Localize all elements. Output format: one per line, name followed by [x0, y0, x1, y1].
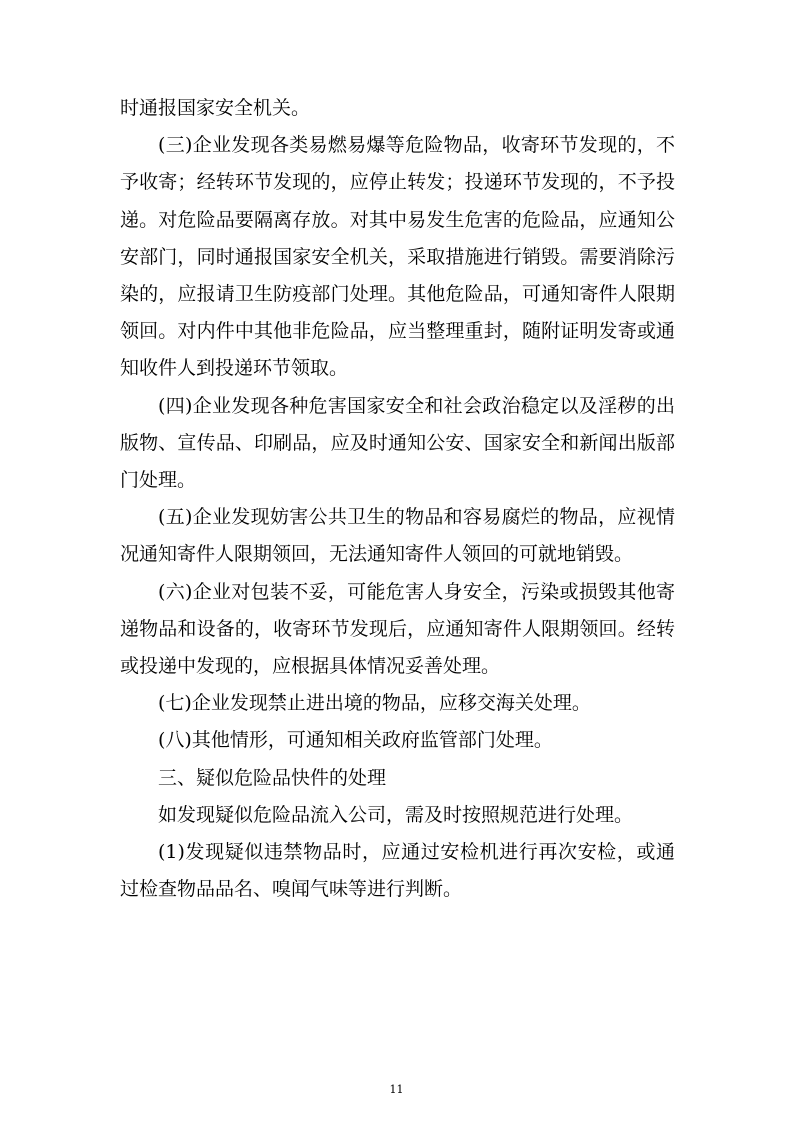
- paragraph-item-3-dangerous-goods: (三)企业发现各类易燃易爆等危险物品，收寄环节发现的，不予收寄；经转环节发现的，应停止转发；投递环节发现的，不予投递。对危险品要隔离存放。对其中易发生危害的危险品，应通知公安部门，同时通报国家安全机关，采取措施进行销毁。需要消除污染的，应报请卫生防疫部门处理。其他危险品，可通知寄件人限期领回。对内件中其他非危险品，应当整理重封，随附证明发寄或通知收件人到投递环节领取。: [120, 134, 675, 380]
- paragraph-item-5-public-health: (五)企业发现妨害公共卫生的物品和容易腐烂的物品，应视情况通知寄件人限期领回，无法通知寄件人领回的可就地销毁。: [120, 506, 675, 566]
- paragraph-item-8-other: (八)其他情形，可通知相关政府监管部门处理。: [158, 729, 553, 752]
- document-body: [120, 90, 675, 908]
- paragraph-step-1: (1)发现疑似违禁物品时，应通过安检机进行再次安检，或通过检查物品品名、嗅闻气味等进行判断。: [120, 841, 675, 901]
- section-heading-suspected-dangerous-goods: 三、疑似危险品快件的处理: [158, 766, 387, 789]
- paragraph-item-7-prohibited-import-export: (七)企业发现禁止进出境的物品，应移交海关处理。: [158, 692, 591, 715]
- paragraph-intro: 如发现疑似危险品流入公司，需及时按照规范进行处理。: [158, 803, 634, 826]
- paragraph-item-6-improper-packaging: (六)企业对包装不妥，可能危害人身安全，污染或损毁其他寄递物品和设备的，收寄环节发现后，应通知寄件人限期领回。经转或投递中发现的，应根据具体情况妥善处理。: [120, 580, 675, 678]
- paragraph-continuation: 时通报国家安全机关。: [120, 97, 311, 119]
- paragraph-item-4-harmful-publications: (四)企业发现各种危害国家安全和社会政治稳定以及淫秽的出版物、宣传品、印刷品，应及时通知公安、国家安全和新闻出版部门处理。: [120, 394, 675, 492]
- page-number: 11: [389, 1083, 404, 1096]
